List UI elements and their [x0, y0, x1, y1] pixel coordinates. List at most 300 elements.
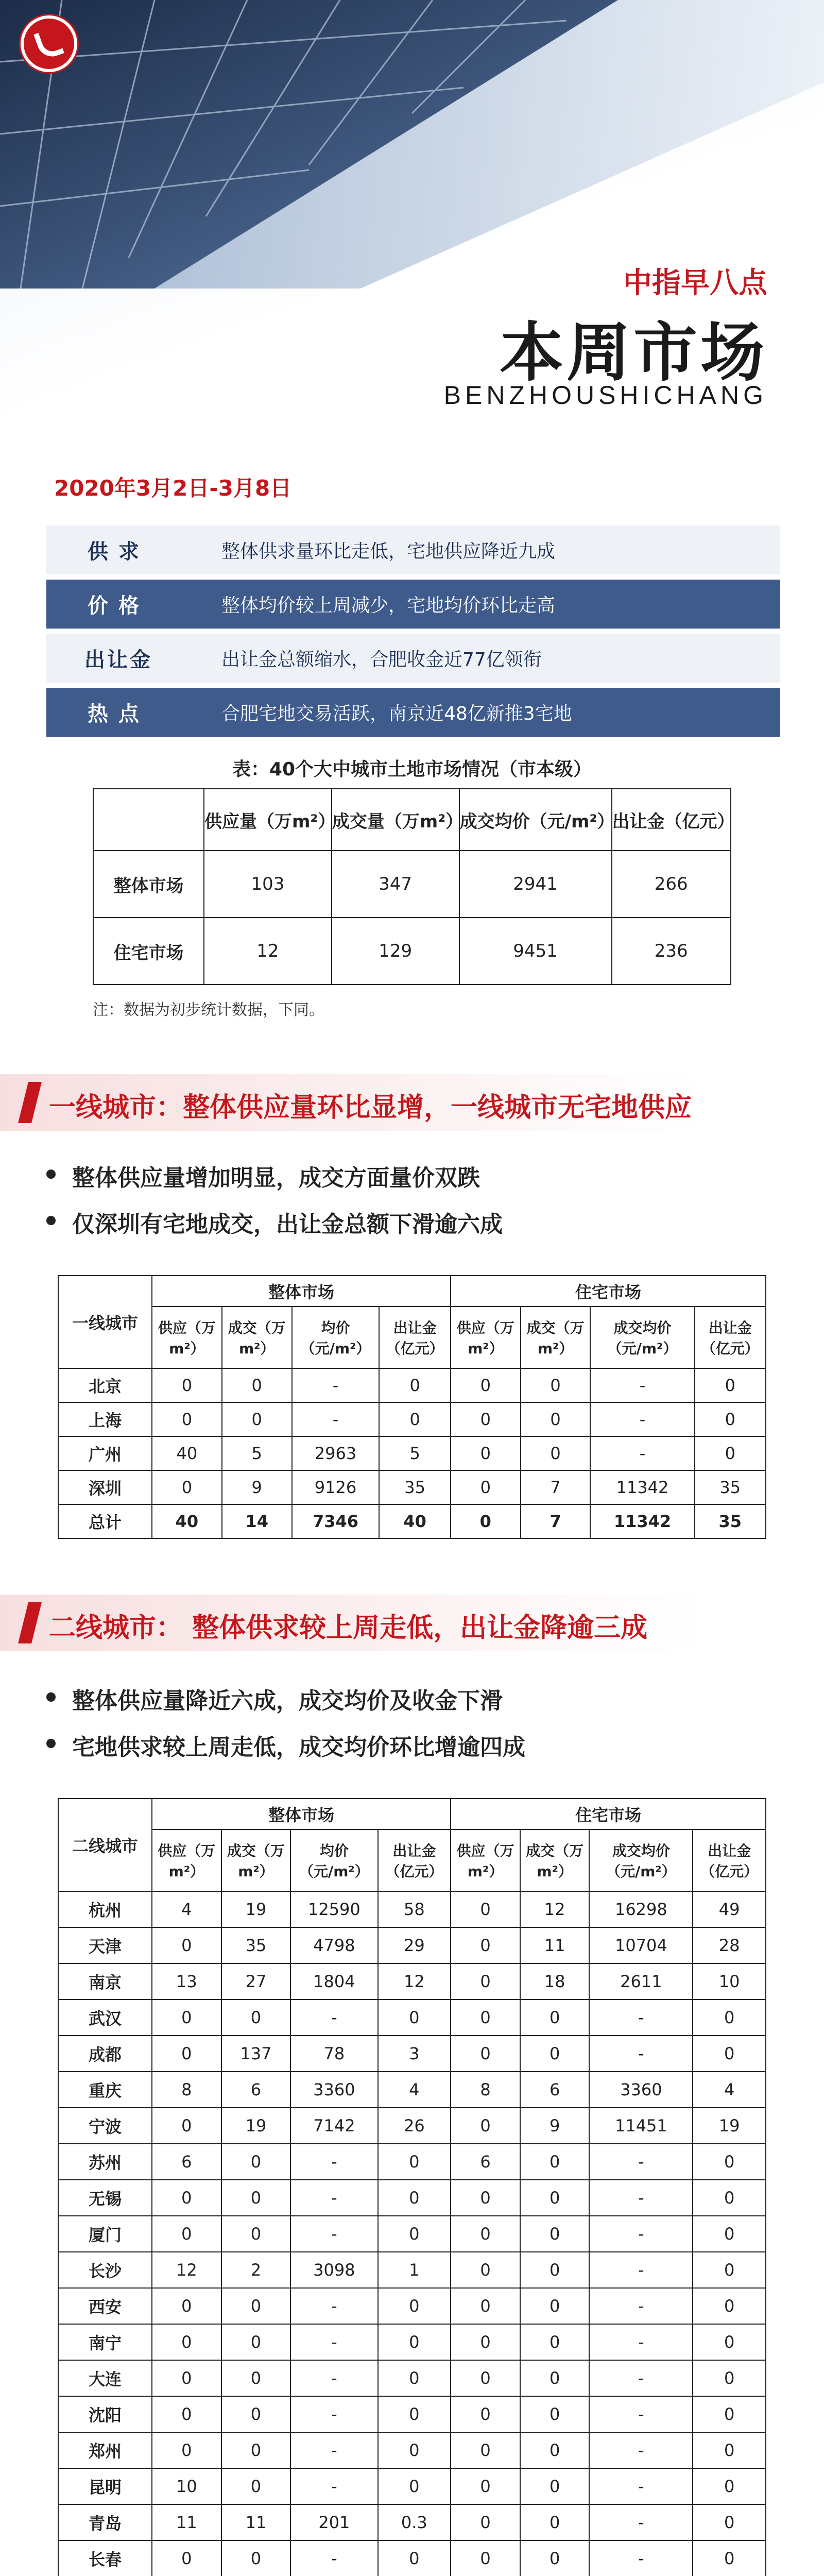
table-row	[58, 1963, 766, 1999]
logo	[21, 15, 77, 72]
table-cell: 6	[451, 2144, 520, 2180]
building-illustration	[0, 0, 824, 289]
table-cell: -	[589, 2180, 693, 2216]
table-row	[58, 2216, 766, 2252]
table-cell: -	[589, 2036, 693, 2072]
table-cell: 0	[693, 2540, 766, 2576]
brand-name: 中指早八点	[623, 266, 767, 300]
summary-text: 出让金总额缩水，合肥收金近77亿领衔	[221, 649, 542, 670]
city-name: 总计	[58, 1504, 152, 1538]
table-cell: 0	[693, 2468, 766, 2504]
page-title-pinyin: BENZHOUSHICHANG	[443, 381, 767, 410]
city-name: 西安	[58, 2288, 152, 2324]
table-cell: 0	[221, 2396, 291, 2432]
table-cell: 0	[521, 1402, 591, 1436]
table-cell: 11342	[590, 1504, 694, 1538]
column-header: 成交（万m²）	[520, 1829, 590, 1891]
overview-table	[93, 788, 735, 985]
table-row	[58, 2504, 766, 2540]
table-cell: 0.3	[378, 2504, 451, 2540]
column-header: 出让金（亿元）	[695, 1307, 766, 1368]
table-row	[58, 1436, 766, 1470]
table-cell: 0	[152, 1368, 222, 1402]
table-cell: 129	[332, 918, 459, 985]
table-cell: 27	[221, 1963, 291, 1999]
table-cell: 0	[451, 2180, 520, 2216]
table-cell: 0	[378, 2288, 451, 2324]
city-name: 青岛	[58, 2504, 152, 2540]
section-title: 二线城市： 整体供求较上周走低，出让金降逾三成	[49, 1613, 648, 1643]
summary-row-price	[46, 580, 780, 629]
table-cell: -	[290, 2288, 377, 2324]
table-cell: 0	[152, 2360, 221, 2396]
table-cell: 0	[152, 1999, 221, 2036]
table-cell: 0	[451, 2360, 520, 2396]
table-cell: 0	[520, 2468, 590, 2504]
table-cell: 0	[451, 1891, 520, 1927]
table-cell: 0	[152, 2324, 221, 2360]
table-cell: 0	[222, 1368, 292, 1402]
table-cell: 0	[451, 2540, 520, 2576]
city-name: 南京	[58, 1963, 152, 1999]
table-cell: 0	[693, 2396, 766, 2432]
table-cell: 1804	[290, 1963, 377, 1999]
table-cell: 10704	[589, 1927, 693, 1963]
table-cell: 40	[379, 1504, 450, 1538]
table-row	[58, 2468, 766, 2504]
table-cell: 2611	[589, 1963, 693, 1999]
table-cell: 0	[451, 2036, 520, 2072]
table-cell: 0	[378, 2432, 451, 2468]
table-cell: 0	[693, 2252, 766, 2288]
table-cell: 0	[152, 2288, 221, 2324]
table-cell: 0	[379, 1368, 450, 1402]
table-cell: 2963	[292, 1436, 380, 1470]
table-cell: -	[589, 2144, 693, 2180]
table-row	[93, 851, 731, 918]
table-cell: 12	[378, 1963, 451, 1999]
table-cell: 0	[451, 1999, 520, 2036]
table-row	[58, 2072, 766, 2108]
summary-text: 整体均价较上周减少，宅地均价环比走高	[221, 595, 556, 616]
column-header: 出让金（亿元）	[379, 1307, 450, 1368]
table-cell: 16298	[589, 1891, 693, 1927]
table-cell: 0	[221, 2144, 291, 2180]
table-cell: -	[290, 2396, 377, 2432]
column-header: 成交（万m²）	[221, 1829, 291, 1891]
table-row	[58, 2396, 766, 2432]
table-cell: 3098	[290, 2252, 377, 2288]
table-cell: -	[589, 2216, 693, 2252]
table-cell: 6	[520, 2072, 590, 2108]
table-cell: -	[589, 2504, 693, 2540]
table-cell: -	[590, 1402, 694, 1436]
summary-tag: 出让金	[84, 648, 152, 672]
table-cell: 10	[693, 1963, 766, 1999]
table-cell: 11342	[590, 1470, 694, 1504]
table-cell: -	[290, 2180, 377, 2216]
table-cell: -	[590, 1368, 694, 1402]
table-cell: 0	[693, 2216, 766, 2252]
table-cell: -	[292, 1402, 380, 1436]
table-cell: 11	[152, 2504, 221, 2540]
table-cell: -	[589, 1999, 693, 2036]
table-cell: 0	[520, 2540, 590, 2576]
table-cell: 14	[222, 1504, 292, 1538]
table-cell: 0	[451, 1368, 521, 1402]
table-row	[58, 2432, 766, 2468]
table-cell: -	[290, 2144, 377, 2180]
table-cell: 0	[693, 2036, 766, 2072]
city-name: 杭州	[58, 1891, 152, 1927]
table-cell: 19	[693, 2108, 766, 2144]
table-cell: 0	[693, 2360, 766, 2396]
table-cell: 0	[521, 1368, 591, 1402]
column-header: 出让金（亿元）	[378, 1829, 451, 1891]
overview-header: 成交均价（元/m²）	[459, 789, 612, 851]
table-cell: 4	[693, 2072, 766, 2108]
city-name: 郑州	[58, 2432, 152, 2468]
table-cell: 49	[693, 1891, 766, 1927]
table-cell: 29	[378, 1927, 451, 1963]
table-cell: 9451	[459, 918, 612, 985]
table-cell: 11	[221, 2504, 291, 2540]
table-cell: 40	[152, 1504, 222, 1538]
city-name: 南宁	[58, 2324, 152, 2360]
table-cell: 3360	[589, 2072, 693, 2108]
column-header: 成交（万m²）	[222, 1307, 292, 1368]
table-cell: 6	[221, 2072, 291, 2108]
table-row	[58, 1368, 766, 1402]
table-cell: 0	[451, 2108, 520, 2144]
table-cell: 8	[152, 2072, 221, 2108]
city-header: 一线城市	[58, 1276, 152, 1368]
column-header: 成交均价（元/m²）	[589, 1829, 693, 1891]
bullet-item: 宅地供求较上周走低，成交均价环比增逾四成	[72, 1728, 525, 1761]
overview-caption: 表：40个大中城市土地市场情况（市本级）	[232, 759, 592, 780]
summary-row-hotspot	[46, 688, 780, 737]
column-header: 供应（万m²）	[152, 1307, 222, 1368]
table-cell: 0	[378, 2216, 451, 2252]
table-cell: 0	[520, 1999, 590, 2036]
table-cell: 0	[520, 2324, 590, 2360]
table-cell: 0	[378, 2360, 451, 2396]
table-cell: -	[290, 2432, 377, 2468]
table-cell: 103	[204, 851, 332, 918]
table-cell: 0	[378, 2324, 451, 2360]
table-cell: 6	[152, 2144, 221, 2180]
column-header: 出让金（亿元）	[693, 1829, 766, 1891]
table-row	[58, 1999, 766, 2036]
table-row	[58, 1504, 766, 1538]
city-name: 长沙	[58, 2252, 152, 2288]
table-cell: 0	[520, 2432, 590, 2468]
column-header: 均价（元/m²）	[292, 1307, 380, 1368]
table-cell: 35	[695, 1470, 766, 1504]
table-cell: 4	[152, 1891, 221, 1927]
table-cell: 0	[693, 2504, 766, 2540]
table-cell: 0	[520, 2360, 590, 2396]
bullet-item: 整体供应量降近六成，成交均价及收金下滑	[72, 1682, 503, 1715]
city-name: 沈阳	[58, 2396, 152, 2432]
table-cell: 0	[451, 1927, 520, 1963]
column-header: 供应（万m²）	[451, 1307, 521, 1368]
table-cell: 0	[152, 1927, 221, 1963]
table-cell: 0	[693, 2324, 766, 2360]
tier2-city-table	[58, 1798, 766, 2576]
table-cell: 7142	[290, 2108, 377, 2144]
table-cell: 4	[378, 2072, 451, 2108]
table-cell: 1	[378, 2252, 451, 2288]
table-row	[58, 1927, 766, 1963]
table-cell: 0	[695, 1436, 766, 1470]
table-cell: 0	[222, 1402, 292, 1436]
table-cell: 0	[152, 2216, 221, 2252]
section-header-tier1	[0, 1074, 824, 1131]
table-cell: 0	[451, 1963, 520, 1999]
hero-banner	[0, 0, 824, 466]
table-cell: 4798	[290, 1927, 377, 1963]
table-cell: 0	[451, 1504, 521, 1538]
table-cell: 0	[152, 2108, 221, 2144]
table-cell: 0	[221, 2540, 291, 2576]
table-cell: 0	[221, 2360, 291, 2396]
table-cell: 26	[378, 2108, 451, 2144]
table-row	[58, 1402, 766, 1436]
table-cell: -	[290, 2360, 377, 2396]
table-cell: 0	[152, 2036, 221, 2072]
table-cell: 0	[695, 1402, 766, 1436]
table-cell: 2941	[459, 851, 612, 918]
table-cell: 11	[520, 1927, 590, 1963]
table-cell: 201	[290, 2504, 377, 2540]
table-cell: -	[589, 2540, 693, 2576]
table-cell: 0	[152, 2396, 221, 2432]
table-row	[58, 2288, 766, 2324]
table-cell: 0	[451, 2324, 520, 2360]
table-cell: 0	[520, 2144, 590, 2180]
table-cell: 137	[221, 2036, 291, 2072]
table-cell: 0	[520, 2036, 590, 2072]
table-cell: -	[589, 2360, 693, 2396]
table-cell: 0	[221, 2432, 291, 2468]
row-label: 住宅市场	[93, 918, 204, 985]
table-cell: 0	[221, 2324, 291, 2360]
summary-tag: 供求	[88, 540, 149, 564]
section-header-tier2	[0, 1595, 824, 1651]
table-cell: -	[290, 2324, 377, 2360]
table-row	[58, 1891, 766, 1927]
summary-tag: 热点	[88, 702, 149, 726]
city-name: 苏州	[58, 2144, 152, 2180]
table-cell: 0	[221, 1999, 291, 2036]
table-cell: 19	[221, 1891, 291, 1927]
table-cell: 0	[221, 2468, 291, 2504]
table-cell: 5	[379, 1436, 450, 1470]
city-header: 二线城市	[58, 1799, 152, 1891]
summary-text: 合肥宅地交易活跃，南京近48亿新推3宅地	[221, 703, 572, 724]
table-cell: 0	[693, 2288, 766, 2324]
table-cell: 0	[451, 2432, 520, 2468]
table-cell: 3	[378, 2036, 451, 2072]
table-cell: 0	[693, 2144, 766, 2180]
table-cell: 0	[378, 2540, 451, 2576]
table-cell: 0	[520, 2216, 590, 2252]
city-name: 无锡	[58, 2180, 152, 2216]
table-cell: 18	[520, 1963, 590, 1999]
table-cell: 0	[451, 2216, 520, 2252]
table-cell: 0	[451, 1436, 521, 1470]
table-cell: 0	[378, 1999, 451, 2036]
table-cell: 0	[378, 2180, 451, 2216]
group-header: 住宅市场	[451, 1799, 766, 1829]
bullet-item: 仅深圳有宅地成交，出让金总额下滑逾六成	[72, 1206, 503, 1239]
bullet-item: 整体供应量增加明显，成交方面量价双跌	[72, 1159, 480, 1192]
city-name: 深圳	[58, 1470, 152, 1504]
page-title: 本周市场	[499, 316, 767, 390]
table-cell: -	[589, 2252, 693, 2288]
table-cell: -	[589, 2468, 693, 2504]
city-name: 长春	[58, 2540, 152, 2576]
table-cell: 12	[520, 1891, 590, 1927]
city-name: 上海	[58, 1402, 152, 1436]
table-cell: 0	[521, 1436, 591, 1470]
group-header: 整体市场	[152, 1799, 451, 1829]
summary-text: 整体供求量环比走低，宅地供应降近九成	[221, 541, 556, 562]
table-cell: 0	[693, 1999, 766, 2036]
overview-note: 注：数据为初步统计数据，下同。	[93, 1001, 324, 1019]
table-cell: -	[292, 1368, 380, 1402]
table-cell: 19	[221, 2108, 291, 2144]
table-cell: 78	[290, 2036, 377, 2072]
overview-header: 供应量（万m²）	[204, 789, 332, 851]
table-cell: 347	[332, 851, 459, 918]
table-cell: 0	[451, 2504, 520, 2540]
table-cell: 0	[378, 2144, 451, 2180]
summary-row-supply	[46, 526, 780, 574]
table-cell: 0	[451, 1402, 521, 1436]
table-cell: 0	[152, 2540, 221, 2576]
table-cell: 0	[378, 2468, 451, 2504]
table-cell: -	[589, 2432, 693, 2468]
city-name: 广州	[58, 1436, 152, 1470]
table-cell: 0	[152, 2432, 221, 2468]
table-cell: -	[589, 2324, 693, 2360]
table-cell: 0	[451, 2288, 520, 2324]
table-cell: 13	[152, 1963, 221, 1999]
table-row	[58, 1470, 766, 1504]
table-cell: 0	[693, 2432, 766, 2468]
table-cell: 11451	[589, 2108, 693, 2144]
table-cell: 12	[152, 2252, 221, 2288]
table-cell: 0	[520, 2252, 590, 2288]
table-cell: 0	[378, 2396, 451, 2432]
city-name: 大连	[58, 2360, 152, 2396]
table-cell: 0	[451, 2396, 520, 2432]
table-cell: -	[290, 1999, 377, 2036]
summary-row-revenue	[46, 634, 780, 683]
table-cell: 12	[204, 918, 332, 985]
table-row	[58, 2540, 766, 2576]
city-name: 厦门	[58, 2216, 152, 2252]
table-cell: 0	[379, 1402, 450, 1436]
table-cell: 28	[693, 1927, 766, 1963]
table-row	[58, 2360, 766, 2396]
table-cell: 3360	[290, 2072, 377, 2108]
table-row	[58, 2180, 766, 2216]
column-header: 供应（万m²）	[152, 1829, 221, 1891]
tier1-city-table	[58, 1275, 766, 1539]
table-cell: 0	[520, 2396, 590, 2432]
table-cell: 12590	[290, 1891, 377, 1927]
table-cell: 10	[152, 2468, 221, 2504]
table-cell: 0	[451, 2468, 520, 2504]
city-name: 宁波	[58, 2108, 152, 2144]
column-header: 供应（万m²）	[451, 1829, 520, 1891]
city-name: 重庆	[58, 2072, 152, 2108]
table-row	[93, 918, 731, 985]
group-header: 住宅市场	[451, 1276, 766, 1307]
table-cell: 5	[222, 1436, 292, 1470]
city-name: 昆明	[58, 2468, 152, 2504]
table-row	[58, 2108, 766, 2144]
city-name: 武汉	[58, 1999, 152, 2036]
table-row	[58, 2036, 766, 2072]
table-cell: 0	[152, 1402, 222, 1436]
table-cell: 8	[451, 2072, 520, 2108]
table-cell: -	[589, 2288, 693, 2324]
table-row	[58, 2252, 766, 2288]
table-cell: 35	[695, 1504, 766, 1538]
table-cell: 35	[379, 1470, 450, 1504]
table-cell: 7346	[292, 1504, 380, 1538]
table-cell: 0	[451, 2252, 520, 2288]
city-name: 成都	[58, 2036, 152, 2072]
table-cell: 236	[612, 918, 731, 985]
table-cell: 40	[152, 1436, 222, 1470]
summary-tag: 价格	[88, 594, 149, 618]
table-row	[58, 2144, 766, 2180]
table-cell: 0	[221, 2180, 291, 2216]
table-cell: 9	[222, 1470, 292, 1504]
table-cell: 35	[221, 1927, 291, 1963]
column-header: 均价（元/m²）	[290, 1829, 377, 1891]
city-name: 北京	[58, 1368, 152, 1402]
table-cell: 0	[695, 1368, 766, 1402]
table-cell: 0	[520, 2180, 590, 2216]
table-cell: -	[290, 2468, 377, 2504]
table-cell: 0	[520, 2288, 590, 2324]
table-cell: 2	[221, 2252, 291, 2288]
date-range: 2020年3月2日-3月8日	[54, 476, 292, 501]
table-cell: 7	[521, 1504, 591, 1538]
table-cell: 0	[152, 1470, 222, 1504]
table-cell: 0	[451, 1470, 521, 1504]
table-cell: 0	[221, 2216, 291, 2252]
table-cell: -	[589, 2396, 693, 2432]
group-header: 整体市场	[152, 1276, 451, 1307]
city-name: 天津	[58, 1927, 152, 1963]
table-cell: -	[290, 2540, 377, 2576]
table-cell: 0	[693, 2180, 766, 2216]
row-label: 整体市场	[93, 851, 204, 918]
table-cell: 9126	[292, 1470, 380, 1504]
table-cell: -	[290, 2216, 377, 2252]
table-cell: 0	[152, 2180, 221, 2216]
table-cell: 0	[221, 2288, 291, 2324]
table-cell: 266	[612, 851, 731, 918]
overview-header: 出让金（亿元）	[612, 789, 731, 851]
